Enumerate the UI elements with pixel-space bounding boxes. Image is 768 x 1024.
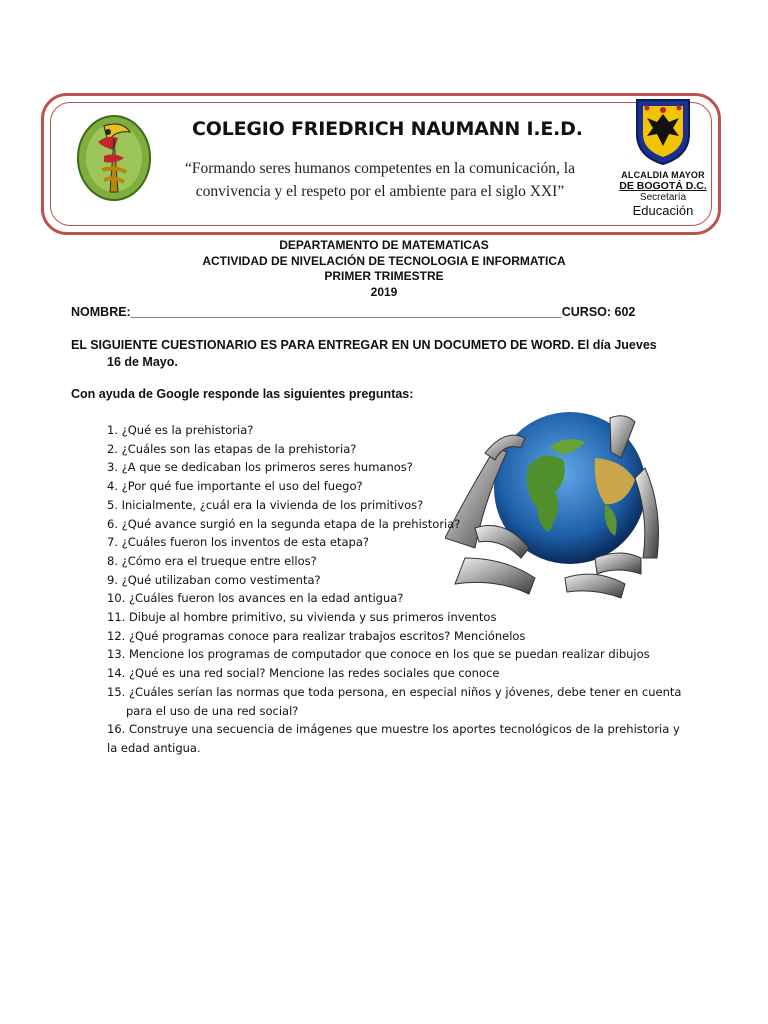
term-title: PRIMER TRIMESTRE [324,269,444,283]
question-item: 3. ¿A que se dedicaban los primeros seres humanos? [107,460,413,475]
question-item: 9. ¿Qué utilizaban como vestimenta? [107,572,321,587]
name-field[interactable]: NOMBRE:______________________________________________________________ [71,305,562,319]
name-course-line [71,305,671,319]
bogota-label-alcaldia: ALCALDIA MAYOR [621,170,705,180]
question-item: 4. ¿Por qué fue importante el uso del fuego? [107,479,363,494]
question-item: 10. ¿Cuáles fueron los avances en la edad antigua? [107,591,404,606]
course-label: CURSO: 602 [561,305,636,319]
motto-line: “Formando seres humanos competentes en la comunicación, la [185,160,575,177]
bogota-crest-block [604,96,722,218]
question-item: 7. ¿Cuáles fueron los inventos de esta etapa? [107,535,369,550]
instructions-line: EL SIGUIENTE CUESTIONARIO ES PARA ENTREGAR EN UN DOCUMETO DE WORD. El día Jueves [71,338,657,352]
questions-intro: Con ayuda de Google responde las siguientes preguntas: [71,387,414,401]
question-item: 1. ¿Qué es la prehistoria? [107,423,254,437]
bogota-label-educacion: Educación [632,203,694,218]
instructions [71,337,671,371]
school-emblem-icon [74,112,158,204]
question-item: 12. ¿Qué programas conoce para realizar trabajos escritos? Menciónelos [107,628,526,643]
question-item: 16. Construye una secuencia de imágenes que muestre los aportes tecnológicos de la prehistoria y [107,722,680,737]
question-item: 14. ¿Qué es una red social? Mencione las redes sociales que conoce [107,666,500,681]
bogota-label-secretaria: Secretaría [639,192,687,203]
question-item: 13. Mencione los programas de computador que conoce en los que se puedan realizar dibujos [107,647,650,662]
year-title: 2019 [370,284,398,299]
question-item: 2. ¿Cuáles son las etapas de la prehistoria? [107,441,357,456]
document-titles [0,238,768,300]
question-continuation: para el uso de una red social? [126,703,299,718]
questions-list [107,421,682,758]
question-item: 15. ¿Cuáles serían las normas que toda persona, en especial niños y jóvenes, debe tener en cuenta [107,684,682,699]
activity-title: ACTIVIDAD DE NIVELACIÓN DE TECNOLOGIA E INFORMATICA [202,253,566,268]
question-item: 5. Inicialmente, ¿cuál era la vivienda de los primitivos? [107,497,424,512]
question-item-continued: la edad antigua. [107,740,201,755]
motto-line: convivencia y el respeto por el ambiente para el siglo XXI” [195,183,565,200]
question-item: 6. ¿Qué avance surgió en la segunda etapa de la prehistoria? [107,516,461,531]
question-item: 8. ¿Cómo era el trueque entre ellos? [107,553,317,568]
department-title: DEPARTAMENTO DE MATEMATICAS [279,238,489,252]
question-item: 11. Dibuje al hombre primitivo, su vivienda y sus primeros inventos [107,610,497,625]
question-item-continued [107,702,667,721]
bogota-label-city: DE BOGOTÁ D.C. [619,180,707,192]
bogota-shield-icon [633,96,693,166]
instructions-line: 16 de Mayo. [107,355,178,369]
school-motto [170,157,590,203]
school-name: COLEGIO FRIEDRICH NAUMANN I.E.D. [192,118,583,140]
